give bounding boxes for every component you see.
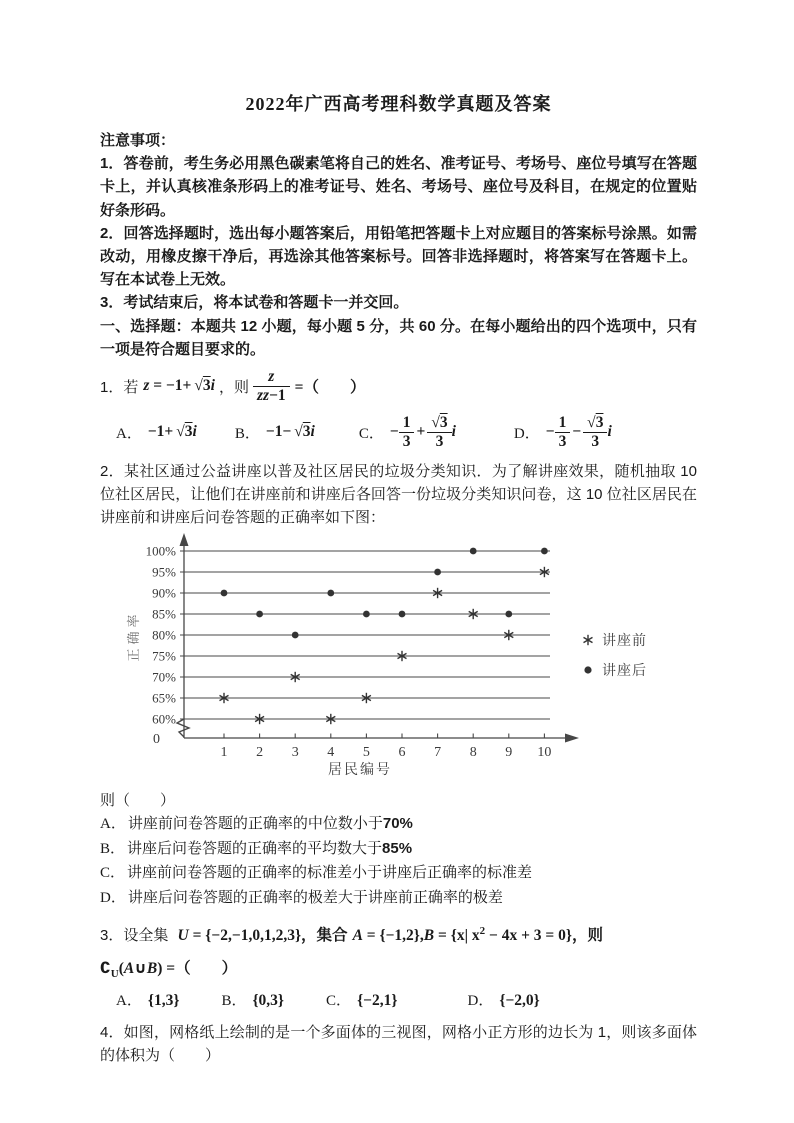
notice-item-3: 3．考试结束后，将本试卷和答题卡一并交回。 — [100, 294, 409, 312]
q2-option-d: D． 讲座后问卷答题的正确率的极差大于讲座前正确率的极差 — [100, 889, 503, 907]
y-tick-label-60: 60% — [152, 711, 176, 727]
q1-answer-blank: =（ ） — [294, 379, 366, 397]
point-after-8 — [470, 547, 477, 554]
origin-label: 0 — [153, 731, 160, 747]
q3-option-a: A． {1,3} — [116, 992, 180, 1010]
notice-item-1: 1．答卷前，考生务必用黑色碳素笔将自己的姓名、准考证号、考场号、座位号填写在答题卡上，并认真核准条形码上的准考证号、姓名、考场号、座位号及科目，在规定的位置贴好条形码。 — [100, 155, 697, 219]
question-1-stem — [100, 364, 697, 408]
legend-marker-1 — [584, 666, 591, 673]
question-3-stem: 3．设全集 U = {−2,−1,0,1,2,3}，集合 A = {−1,2},B = {x| $x^2 - 4x + 3 = 0$}，则 — [100, 925, 603, 945]
x-tick-label-2: 2 — [256, 744, 264, 760]
y-tick-label-100: 100% — [145, 543, 176, 559]
q1-fraction: $\frac{z}{z\overline{z}-1}$ — [253, 368, 290, 405]
page-content — [100, 90, 697, 1068]
question-1-options — [100, 409, 697, 455]
x-axis-arrow — [565, 733, 579, 742]
y-tick-label-75: 75% — [152, 648, 176, 664]
page-title: 2022年广西高考理科数学真题及答案 — [245, 94, 552, 114]
y-tick-label-80: 80% — [152, 627, 176, 643]
x-tick-label-4: 4 — [327, 744, 335, 760]
q3-option-b: B． {0,3} — [221, 992, 285, 1010]
point-after-4 — [327, 589, 334, 596]
y-axis-arrow — [180, 533, 189, 546]
point-after-2 — [256, 610, 263, 617]
y-tick-label-85: 85% — [152, 606, 176, 622]
legend-label-1: 讲座后 — [602, 663, 647, 679]
q3-complement-expression: $∁_U(A\cup B)$ =（ ） — [100, 959, 238, 981]
y-axis-label: 正确率 — [126, 610, 141, 662]
axis-break-icon — [177, 719, 189, 737]
q1-number-text: 1．若 — [100, 378, 139, 396]
x-tick-label-10: 10 — [537, 744, 552, 760]
x-tick-label-3: 3 — [291, 744, 299, 760]
point-after-5 — [363, 610, 370, 617]
y-tick-label-90: 90% — [152, 585, 176, 601]
q3-option-d: D． {−2,0} — [467, 992, 540, 1010]
x-tick-label-1: 1 — [220, 744, 228, 760]
point-after-7 — [434, 568, 441, 575]
q2-scatter-chart — [118, 532, 698, 784]
q1-then-text: ，则 — [218, 378, 249, 396]
x-tick-label-7: 7 — [434, 744, 442, 760]
notice-heading: 注意事项： — [100, 132, 176, 149]
x-tick-label-6: 6 — [398, 744, 406, 760]
notice-item-2: 2．回答选择题时，选出每小题答案后，用铅笔把答题卡上对应题目的答案标号涂黑。如需改动，用橡皮擦干净后，再选涂其他答案标号。回答非选择题时，将答案写在答题卡上。写在本试卷上无效。 — [100, 224, 697, 289]
x-axis-label: 居民编号 — [328, 762, 392, 778]
y-tick-label-70: 70% — [152, 669, 176, 685]
q1-option-b: B． −1− √3i — [234, 423, 315, 442]
q1-option-a: A． −1+ √3i — [116, 423, 197, 442]
point-after-10 — [541, 547, 548, 554]
q2-option-c: C． 讲座前问卷答题的正确率的标准差小于讲座后正确率的标准差 — [100, 864, 533, 882]
y-tick-label-65: 65% — [152, 690, 176, 706]
q1-option-d: D． − $\frac{1}{3}$ − $\frac{√3}{3}$ i — [513, 413, 612, 450]
point-after-1 — [221, 589, 228, 596]
q2-option-b: B． 讲座后问卷答题的正确率的平均数大于85% — [100, 839, 413, 857]
q3-option-c: C． {−2,1} — [326, 992, 398, 1010]
question-4-text: 4．如图，网格纸上绘制的是一个多面体的三视图，网格小正方形的边长为 1，则该多面体的体积为（ ） — [100, 1024, 697, 1065]
section-heading: 一、选择题：本题共 12 小题，每小题 5 分，共 60 分。在每小题给出的四个选项中，只有一项是符合题目要求的。 — [100, 317, 697, 358]
q1-option-c: C． − $\frac{1}{3}$ + $\frac{√3}{3}$ i — [358, 413, 456, 450]
legend-label-0: 讲座前 — [602, 633, 647, 649]
q2-option-a: A． 讲座前问卷答题的正确率的中位数小于70% — [100, 814, 413, 832]
q1-equation: z = −1+ √3i — [143, 377, 215, 395]
q2-answer-prompt: 则（ ） — [100, 791, 176, 809]
point-after-9 — [505, 610, 512, 617]
q2-chart-container — [118, 532, 697, 789]
y-tick-label-95: 95% — [152, 564, 176, 580]
x-tick-label-9: 9 — [505, 744, 513, 760]
point-after-3 — [292, 631, 299, 638]
x-tick-label-8: 8 — [469, 744, 477, 760]
point-after-6 — [399, 610, 406, 617]
question-3-options — [100, 988, 697, 1014]
question-2-text: 2．某社区通过公益讲座以普及社区居民的垃圾分类知识．为了解讲座效果，随机抽取 10 位社区居民，让他们在讲座前和讲座后各回答一份垃圾分类知识问卷，这 10 位社区居民在讲座前和讲座后问卷答题的正确率如下图： — [100, 463, 697, 527]
x-tick-label-5: 5 — [362, 744, 370, 760]
